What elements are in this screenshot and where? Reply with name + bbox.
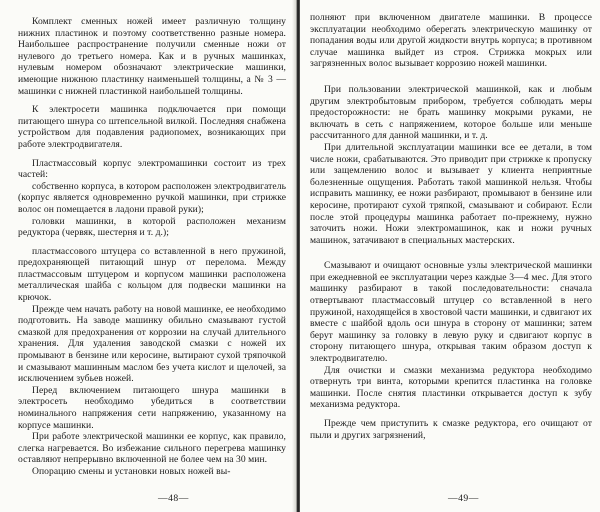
left-paragraph-4: собственно корпуса, в котором расположен электродвигатель (корпус является одновременно ручкой машинки, при стрижке волос он помещается в ладони правой руки); bbox=[18, 180, 286, 215]
left-paragraph-1: Комплект сменных ножей имеет различную толщину нижних пластинок и поэтому соответственно разные номера. Наибольшее распространение получили сменные ножи от нулевого до третьего номера. Как и в ручных машинках, нулевым номером обозначают электрические машинки, имеющие нижнюю пластинку наименьшей толщины, а № 3 — машинки с нижней пластинкой наибольшей толщины. bbox=[18, 16, 286, 97]
left-paragraph-7: Прежде чем начать работу на новой машинке, ее необходимо подготовить. На заводе машинку обильно смазывают густой смазкой для предохранения от коррозии на случай длительного хранения. Для удаления заводской смазки с ножей их промывают в бензине или керосине, вытирают сухой тряпочкой и смазывают машинным маслом без учета кислот и щелочей, за исключением зубьев ножей. bbox=[18, 303, 286, 385]
right-paragraph-3: При длительной эксплуатации машинки все ее детали, в том числе ножи, срабатываются. Это приводит при стрижке к пропуску или защемлению волос и вызывает у клиента неприятные болезненные ощущения. Работать такой машинкой нельзя. Чтобы исправить машинку, ее ножи разбирают, промывают в бензине или керосине, протирают сухой тряпкой, смазывают и собирают. Если после этой процедуры машинка работает по-прежнему, нужно заточить ножи. Ножи электромашинок, как и ножи ручных машинок, затачивают в специальных мастерских. bbox=[310, 141, 592, 246]
right-page bbox=[300, 0, 600, 512]
right-paragraph-5: Для очистки и смазки механизма редуктора необходимо отвернуть три винта, которыми крепится пластинка на головке машинки. После снятия пластинки открывается доступ к зубу механизма редуктора. bbox=[310, 364, 592, 411]
right-paragraph-1: полняют при включенном двигателе машинки. В процессе эксплуатации необходимо оберегать электрическую машинку от попадания воды или другой жидкости внутрь корпуса; в противном случае машинка выйдет из строя. Стрижка мокрых или загрязненных волос вызывает коррозию ножей машинки. bbox=[310, 12, 592, 70]
right-page-number: — 49 — bbox=[448, 493, 479, 504]
left-paragraph-9: При работе электрической машинки ее корпус, как правило, слегка нагревается. Во избежание сильного перегрева машинку оставляют непрерывно включенной не более чем на 30 мин. bbox=[18, 431, 286, 466]
right-paragraph-2: При пользовании электрической машинкой, как и любым другим электробытовым прибором, требуется соблюдать меры предосторожности: не брать машинку мокрыми руками, не включать в сеть с напряжением, которое больше или меньше рассчитанного для данной машинки, и т. д. bbox=[310, 83, 592, 142]
left-page-number: — 48 — bbox=[158, 493, 189, 504]
left-paragraph-3: Пластмассовый корпус электромашинки состоит из трех частей: bbox=[18, 157, 286, 181]
right-paragraph-6: Прежде чем приступить к смазке редуктора, его очищают от пыли и других загрязнений, bbox=[310, 418, 592, 441]
left-paragraph-2: К электросети машинка подключается при помощи питающего шнура со штепсельной вилкой. Последняя снабжена устройством для подавления радиопомех, возникающих при работе электродвигателя. bbox=[18, 104, 286, 150]
left-paragraph-6: пластмассового штуцера со вставленной в него пружиной, предохраняющей питающий шнур от перелома. Между пластмассовым штуцером и корпусом машинки расположена металлическая шайба с кольцом для подвески машинки на крючок. bbox=[18, 245, 286, 304]
left-paragraph-10: Опорацию смены и установки новых ножей вы- bbox=[32, 465, 231, 477]
left-paragraph-5: головки машинки, в которой расположен механизм редуктора (червяк, шестерня и т. д.); bbox=[18, 215, 286, 239]
left-paragraph-8: Перед включением питающего шнура машинки в электросеть необходимо убедиться в соответствии номинального напряжения сети напряжению, указанному на корпусе машинки. bbox=[18, 384, 286, 431]
left-page bbox=[0, 0, 296, 512]
right-paragraph-4: Смазывают и очищают основные узлы электрической машинки при ежедневной ее эксплуатации через каждые 3—4 мес. Для этого машинку разбирают в такой последовательности: сначала отвертывают пластмассовый штуцер со вставленной в него пружиной, находящейся в хвостовой части машинки, и сдвигают их вместе с шайбой вдоль оси шнура в сторону от машинки; затем берут машинку за головку в левую руку и сдвигают корпус в сторону питающего шнура, открывая таким образом доступ к электродвигателю. bbox=[310, 260, 592, 365]
